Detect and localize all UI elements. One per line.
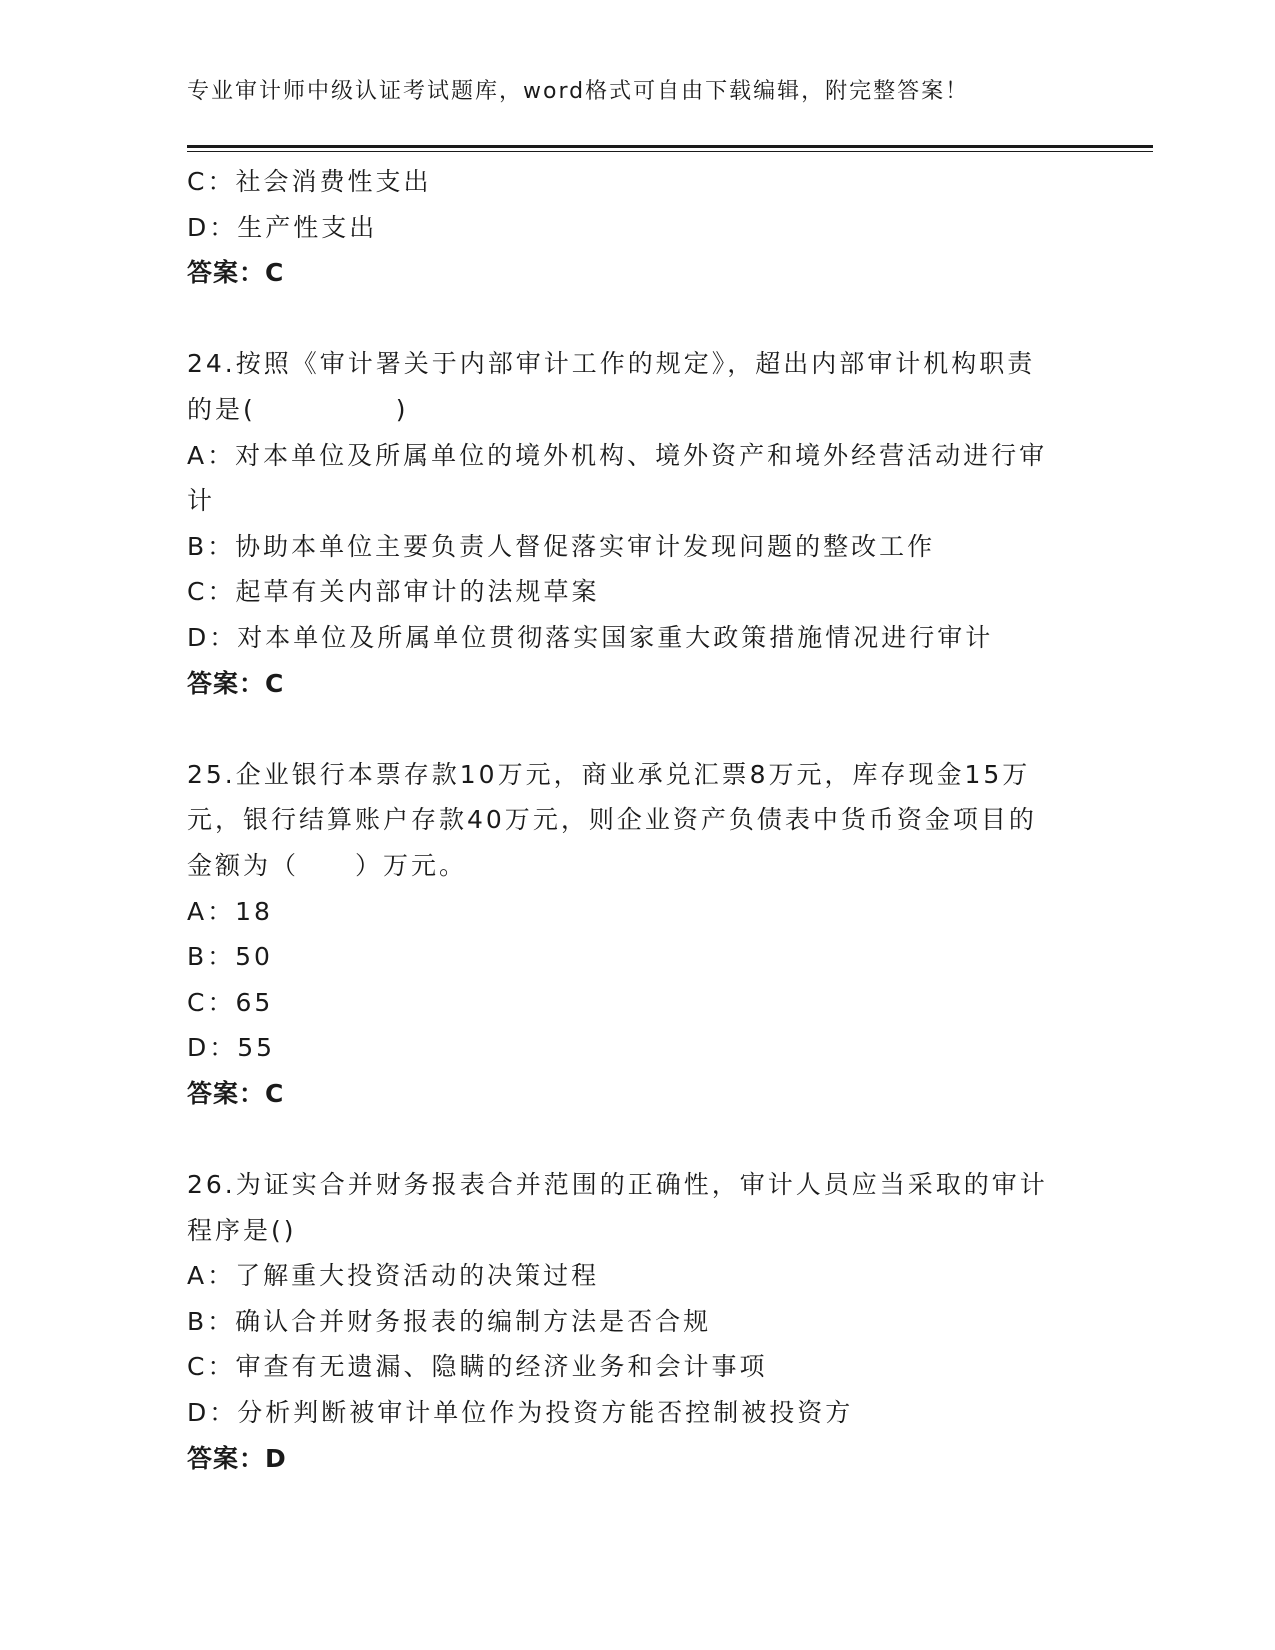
option-line: B：协助本单位主要负责人督促落实审计发现问题的整改工作 [187,531,936,561]
option-line: C：社会消费性支出 [187,167,432,196]
answer-line: 答案：C [187,668,285,698]
option-line: A：了解重大投资活动的决策过程 [187,1261,600,1291]
question-stem: 金额为（ ）万元。 [187,850,468,880]
answer-line: 答案：D [187,1443,287,1473]
question-stem: 24.按照《审计署关于内部审计工作的规定》，超出内部审计机构职责 [187,349,1036,379]
spacer [187,296,1087,342]
option-line: C：65 [187,987,274,1017]
question-stem: 26.为证实合并财务报表合并范围的正确性，审计人员应当采取的审计 [187,1170,1048,1200]
question-stem: 程序是() [187,1215,297,1245]
option-line: A：18 [187,896,273,926]
spacer [187,1116,1087,1162]
question-stem: 元，银行结算账户存款40万元，则企业资产负债表中货币资金项目的 [187,805,1037,835]
option-line: D：分析判断被审计单位作为投资方能否控制被投资方 [187,1398,854,1428]
option-line: C：起草有关内部审计的法规草案 [187,577,600,607]
answer-line: 答案：C [187,258,285,288]
option-line: D：对本单位及所属单位贯彻落实国家重大政策措施情况进行审计 [187,622,994,652]
header-divider-thin [187,151,1153,152]
question-stem: 25.企业银行本票存款10万元，商业承兑汇票8万元，库存现金15万 [187,759,1031,789]
option-line: C：审查有无遗漏、隐瞒的经济业务和会计事项 [187,1352,768,1382]
page-header: 专业审计师中级认证考试题库，word格式可自由下载编辑，附完整答案！ [187,79,970,104]
question-content [187,159,1087,1481]
question-stem: 的是( ) [187,394,409,424]
option-line: B：确认合并财务报表的编制方法是否合规 [187,1306,712,1336]
answer-line: 答案：C [187,1078,285,1108]
header-divider-thick [187,145,1153,148]
option-line: B：50 [187,942,273,972]
option-line: D：55 [187,1033,276,1063]
option-line: D：生产性支出 [187,212,378,242]
spacer [187,706,1087,752]
option-line: 计 [187,486,216,516]
option-line: A：对本单位及所属单位的境外机构、境外资产和境外经营活动进行审 [187,440,1048,470]
